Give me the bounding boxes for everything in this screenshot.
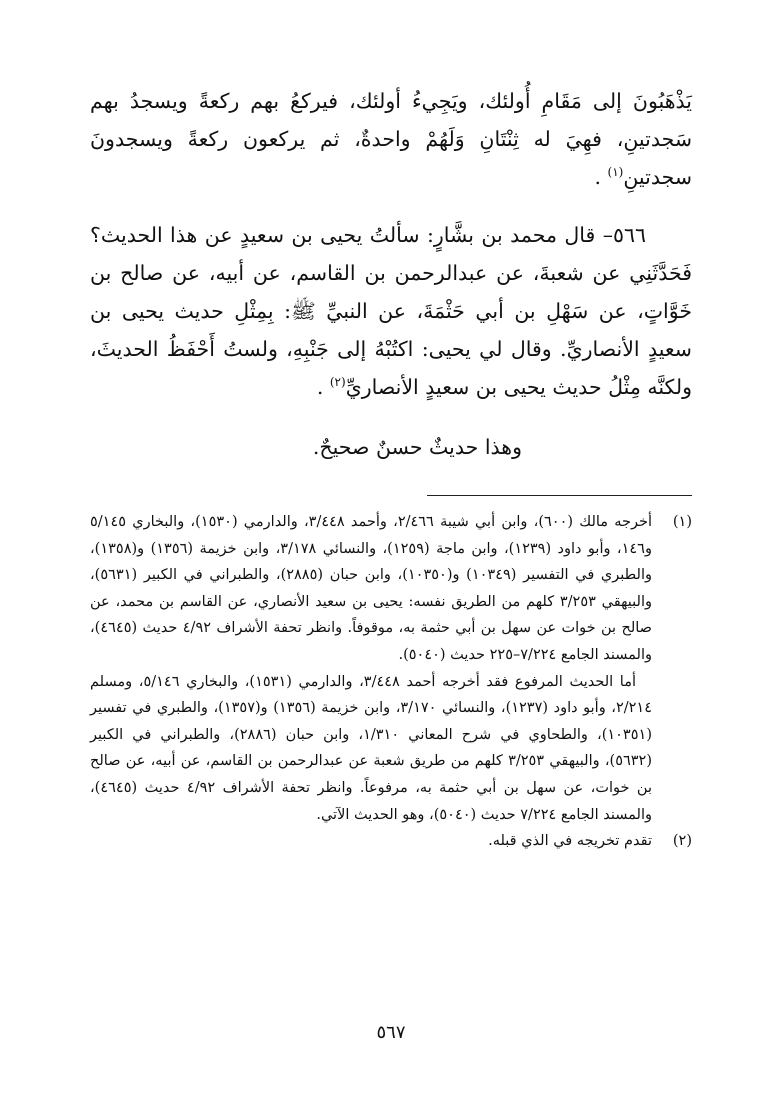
paragraph-end: . bbox=[594, 165, 608, 189]
paragraph-end: . bbox=[316, 375, 330, 399]
footnote-paragraph: تقدم تخريجه في الذي قبله. bbox=[488, 833, 652, 850]
footnote-marker-1[interactable]: (١) bbox=[607, 165, 624, 180]
footnote-paragraph: أما الحديث المرفوع فقد أخرجه أحمد ٣/٤٤٨، والدارمي (١٥٣١)، والبخاري ٥/١٤٦، ومسلم ٢/٢١٤، وأبو داود (١٢٣٧)، والنسائي ٣/١٧٠، وابن خزيمة (١٣٥٦) و(١٣٥٧)، والطبري في تفسير (١٠٣٥١)، والطحاوي في شرح المعاني ١/٣١٠، وابن حبان (٢٨٨٦)، والطبراني في الكبير (٥٦٣٢)، والبيهقي ٣/٢٥٣ كلهم من طريق شعبة عن عبدالرحمن بن القاسم، عن أبيه، عن صالح بن خوات، عن سهل بن أبي حثمة به، مرفوعاً. وانظر تحفة الأشراف ٤/٩٢ حديث (٤٦٤٥)، والمسند الجامع ٧/٢٢٤ حديث (٥٠٤٠)، وهو الحديث الآتي. bbox=[90, 673, 653, 823]
footnotes-section bbox=[90, 509, 692, 855]
page-number: ٥٦٧ bbox=[376, 1022, 406, 1043]
footnote-marker-2[interactable]: (٢) bbox=[329, 375, 346, 390]
paragraph-text: ٥٦٦– قال محمد بن بشَّارٍ: سألتُ يحيى بن سعيدٍ عن هذا الحديث؟ فَحَدَّثَنِي عن شعبةَ، عن عبدالرحمن بن القاسم، عن أبيه، عن صالح بن خَوَّاتٍ، عن سَهْلِ بن أبي حَثْمَةَ، عن النبيِّ ﷺ: بِمِثْلِ حديث يحيى بن سعيدٍ الأنصاريِّ. وقال لي يحيى: اكتُبْهُ إلى جَنْبِهِ، ولستُ أَحْفَظُ الحديثَ، ولكنَّه مِثْلُ حديث يحيى بن سعيدٍ الأنصاريِّ bbox=[90, 223, 692, 399]
footnote-paragraph: أخرجه مالك (٦٠٠)، وابن أبي شيبة ٢/٤٦٦، وأحمد ٣/٤٤٨، والدارمي (١٥٣٠)، والبخاري ٥/١٤٥ و١٤٦، وأبو داود (١٢٣٩)، وابن ماجة (١٢٥٩)، والنسائي ٣/١٧٨، وابن خزيمة (١٣٥٦) و(١٣٥٨)، والطبري في التفسير (١٠٣٤٩) و(١٠٣٥٠)، وابن حبان (٢٨٨٥)، والطبراني في الكبير (٥٦٣١)، والبيهقي ٣/٢٥٣ كلهم من الطريق نفسه: يحيى بن سعيد الأنصاري، عن القاسم بن محمد، عن صالح بن خوات عن سهل بن أبي حثمة به، موقوفاً. وانظر تحفة الأشراف ٤/٩٢ حديث (٤٦٤٥)، والمسند الجامع ٧/٢٢٤–٢٢٥ حديث (٥٠٤٠). bbox=[90, 514, 653, 663]
footnote-number: (١) bbox=[672, 514, 692, 530]
footnote-number: (٢) bbox=[672, 833, 692, 850]
footnote-separator bbox=[427, 495, 692, 496]
book-page bbox=[90, 82, 692, 1082]
paragraph-text: يَذْهَبُونَ إلى مَقَامِ أُولئك، ويَجِيءُ أولئك، فيركعُ بهم ركعةً ويسجدُ بهم سَجدتينِ، فهِيَ له ثِنْتَانِ وَلَهُمْ واحدةٌ، ثم يركعون ركعةً ويسجدونَ سجدتينِ bbox=[90, 89, 692, 189]
hadith-grading: وهذا حديثٌ حسنٌ صحيحٌ. bbox=[312, 435, 522, 459]
main-text bbox=[90, 82, 692, 466]
footnote-2 bbox=[90, 828, 692, 855]
hadith-continuation-paragraph bbox=[90, 82, 692, 196]
footnote-1 bbox=[90, 509, 692, 828]
hadith-566-paragraph bbox=[90, 216, 692, 406]
